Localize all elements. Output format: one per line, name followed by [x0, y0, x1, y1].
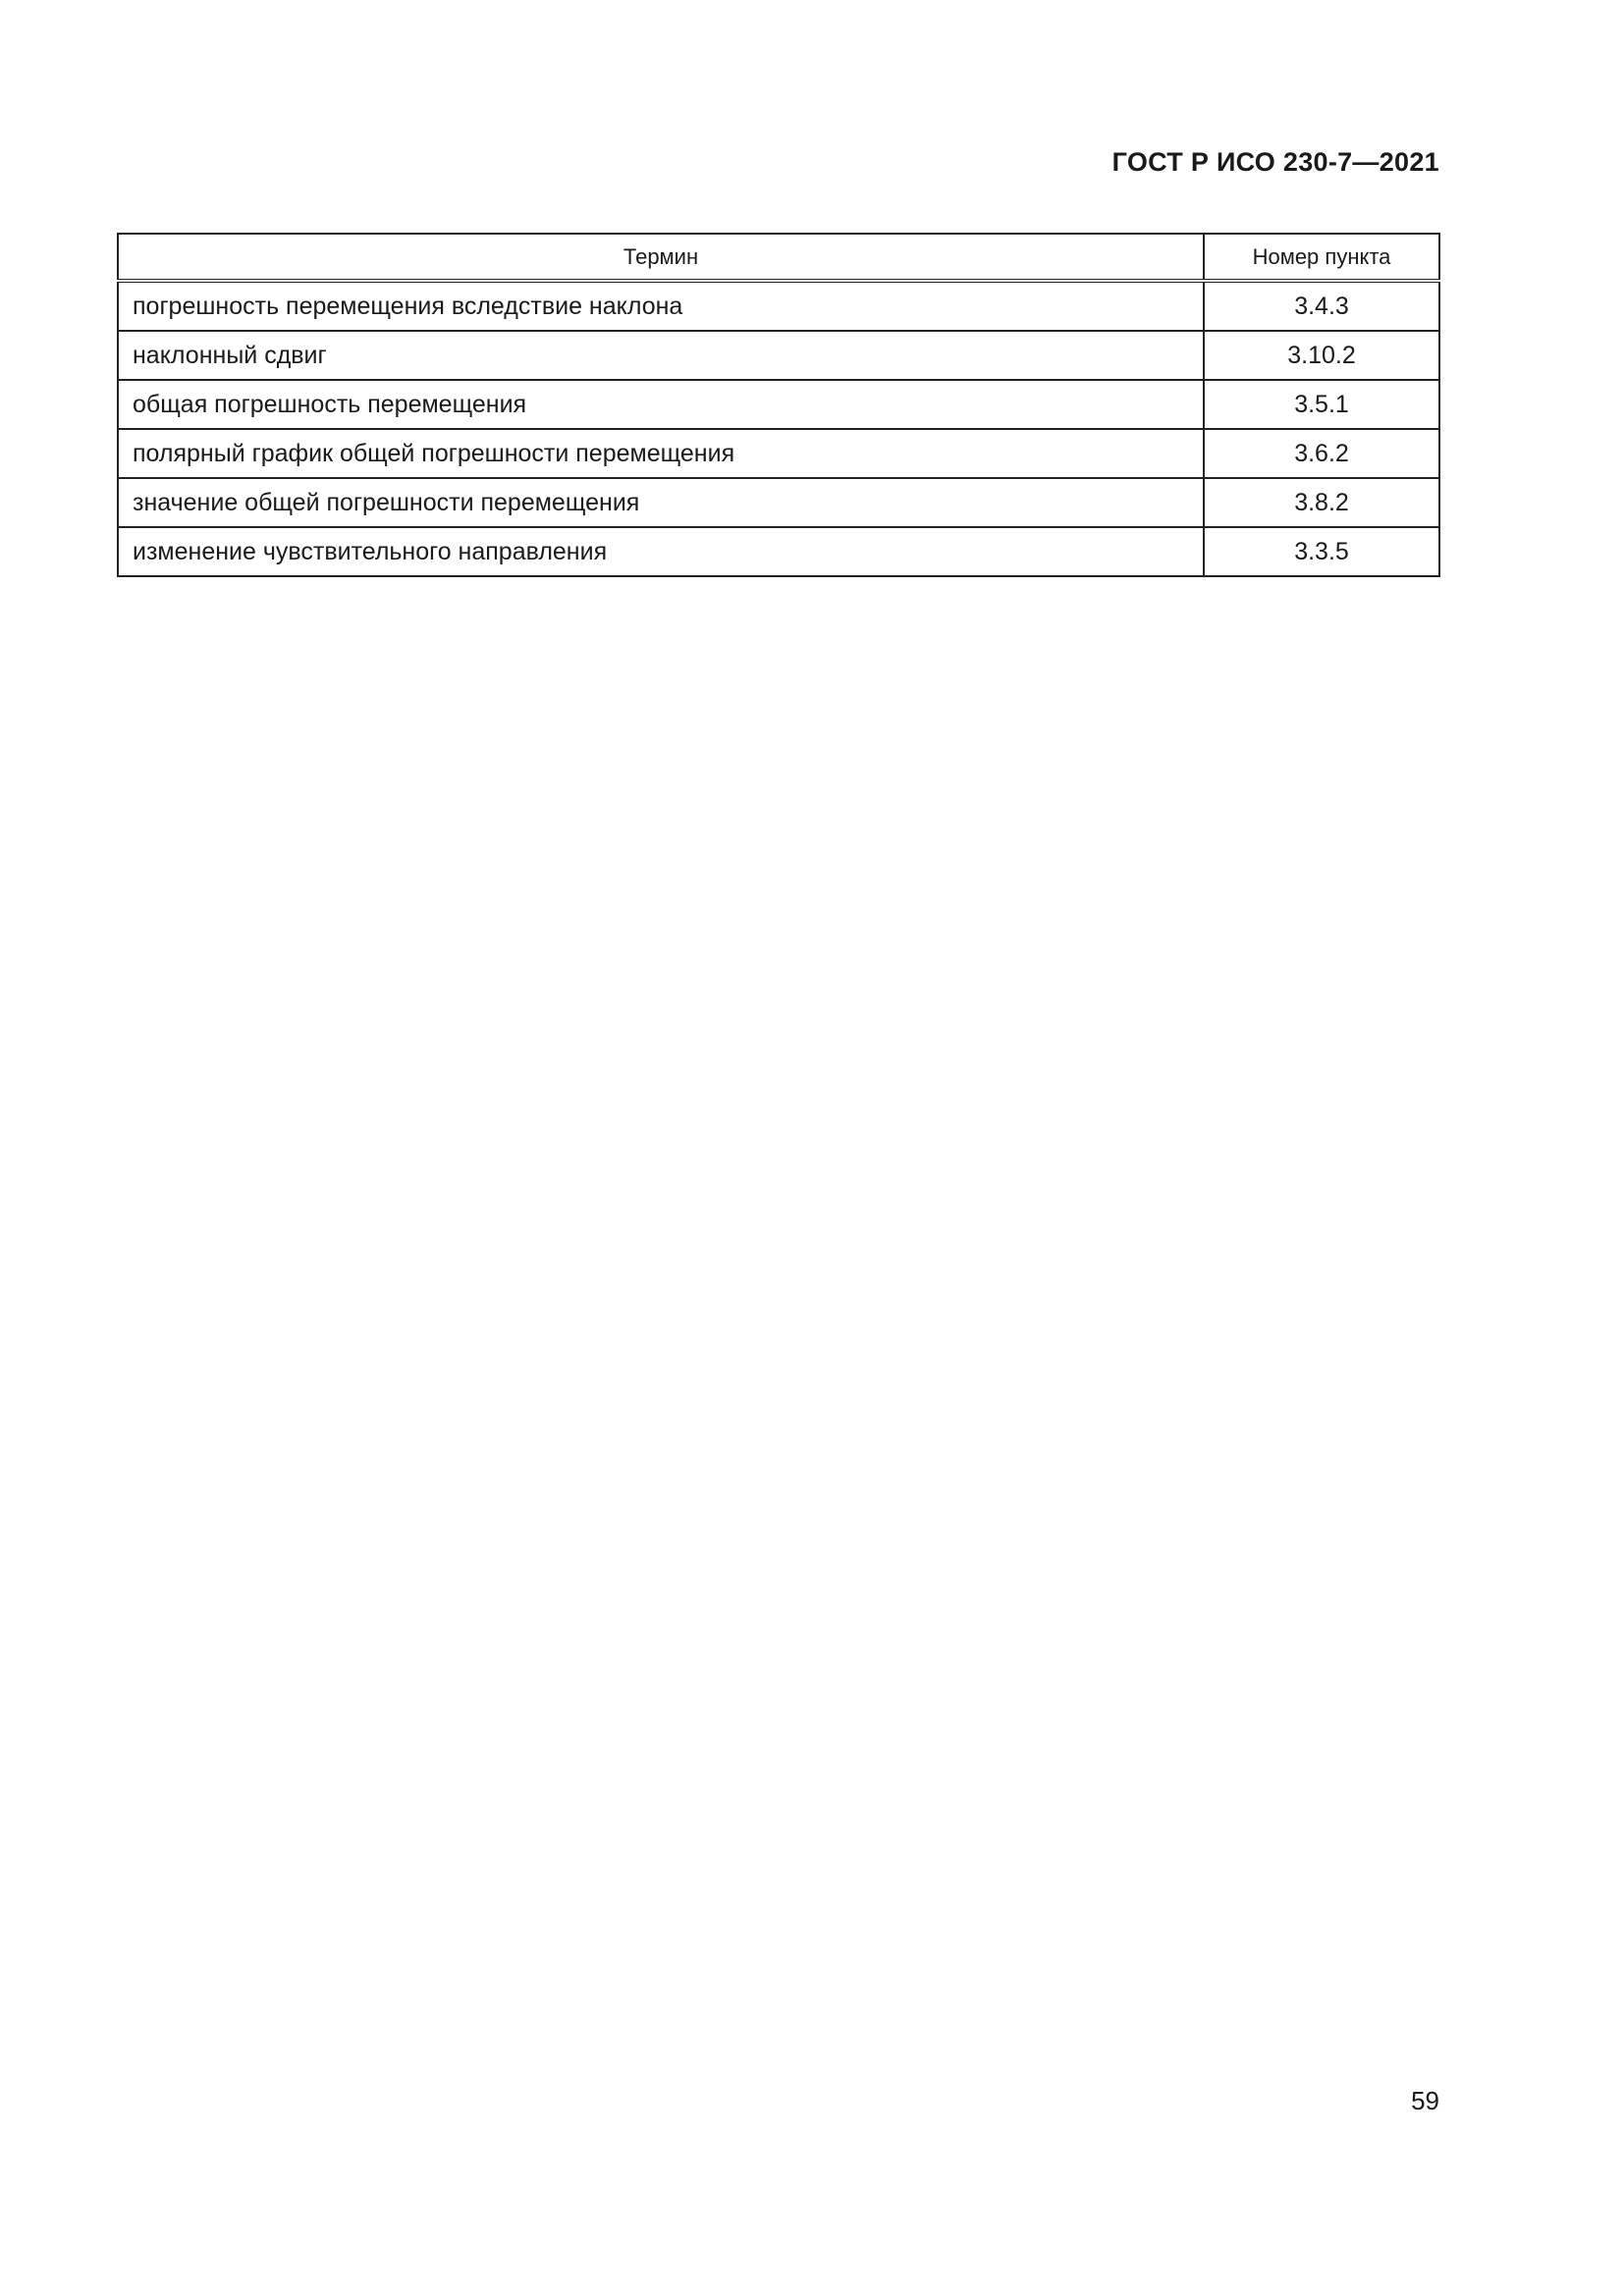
- number-cell: 3.10.2: [1204, 331, 1439, 380]
- term-cell: изменение чувствительного направления: [118, 527, 1204, 576]
- table-row: [118, 478, 1439, 527]
- term-cell: полярный график общей погрешности перемещения: [118, 429, 1204, 478]
- number-cell: 3.6.2: [1204, 429, 1439, 478]
- term-cell: наклонный сдвиг: [118, 331, 1204, 380]
- table-row: [118, 527, 1439, 576]
- number-cell: 3.8.2: [1204, 478, 1439, 527]
- table-row: [118, 380, 1439, 429]
- table-row: [118, 281, 1439, 331]
- table-row: [118, 429, 1439, 478]
- term-cell: значение общей погрешности перемещения: [118, 478, 1204, 527]
- number-cell: 3.4.3: [1204, 281, 1439, 331]
- page-number: 59: [1411, 2086, 1439, 2115]
- term-cell: погрешность перемещения вследствие наклона: [118, 281, 1204, 331]
- terms-index-table: [117, 233, 1440, 577]
- document-header: ГОСТ Р ИСО 230-7—2021: [1111, 147, 1439, 177]
- table-header-row: [118, 234, 1439, 281]
- number-cell: 3.3.5: [1204, 527, 1439, 576]
- term-cell: общая погрешность перемещения: [118, 380, 1204, 429]
- number-cell: 3.5.1: [1204, 380, 1439, 429]
- column-header-term: Термин: [118, 234, 1204, 281]
- column-header-number: Номер пункта: [1204, 234, 1439, 281]
- table-row: [118, 331, 1439, 380]
